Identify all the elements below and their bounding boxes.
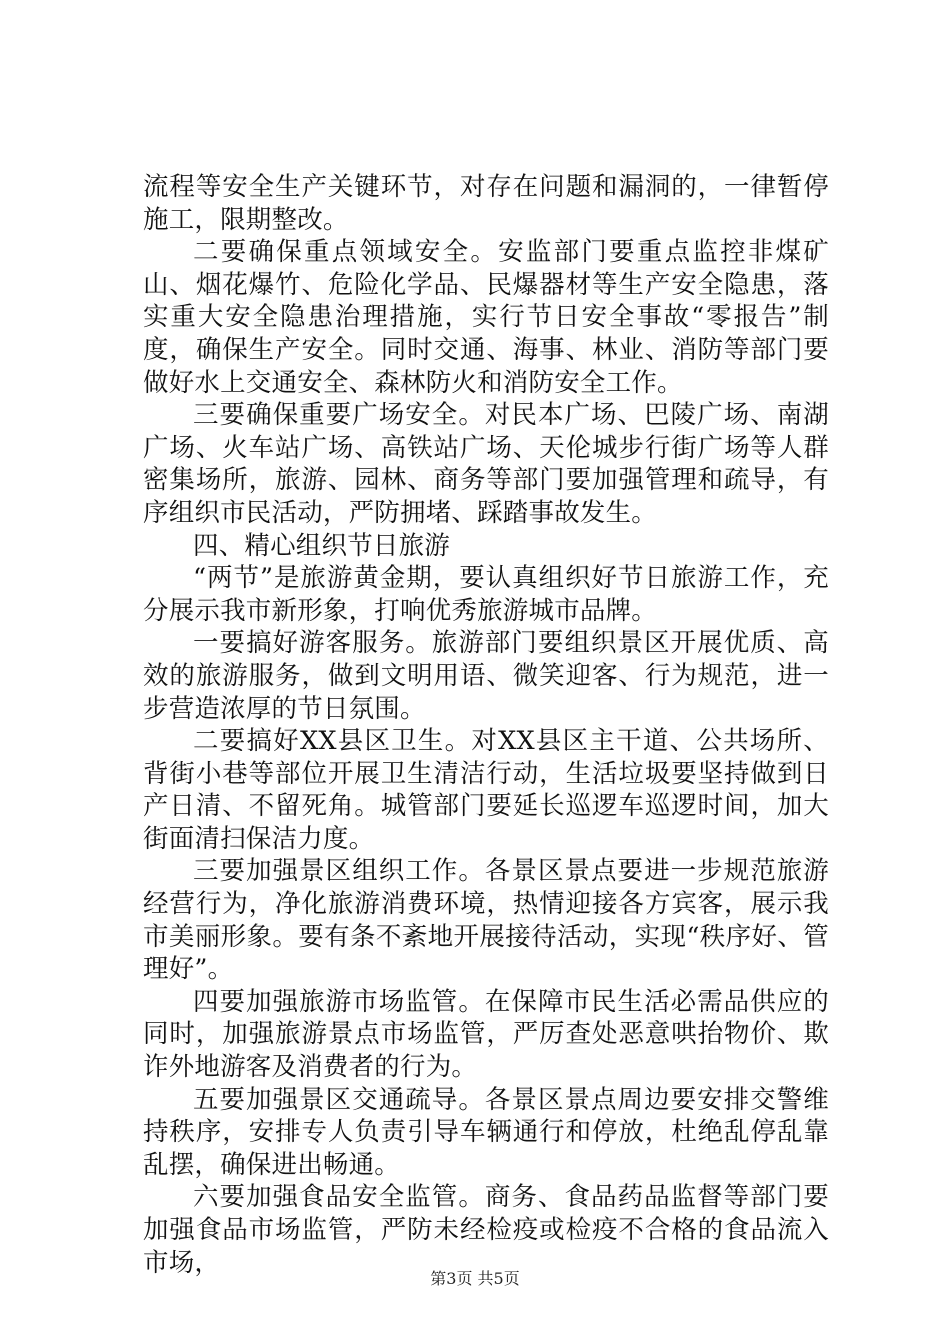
paragraph-10: 五要加强景区交通疏导。各景区景点周边要安排交警维持秩序，安排专人负责引导车辆通行和停放，杜绝乱停乱靠乱摆，确保进出畅通。	[143, 1084, 829, 1180]
document-body	[143, 171, 829, 1279]
paragraph-1: 流程等安全生产关键环节，对存在问题和漏洞的，一律暂停施工，限期整改。	[143, 172, 829, 235]
paragraph-6: 一要搞好游客服务。旅游部门要组织景区开展优质、高效的旅游服务，做到文明用语、微笑迎客、行为规范，进一步营造浓厚的节日氛围。	[143, 628, 829, 724]
paragraph-3: 三要确保重要广场安全。对民本广场、巴陵广场、南湖广场、火车站广场、高铁站广场、天伦城步行街广场等人群密集场所，旅游、园林、商务等部门要加强管理和疏导，有序组织市民活动，严防拥堵、踩踏事故发生。	[143, 400, 829, 528]
page-number-footer: 第3页 共5页	[430, 1269, 520, 1288]
paragraph-5: “两节”是旅游黄金期，要认真组织好节日旅游工作，充分展示我市新形象，打响优秀旅游城市品牌。	[143, 563, 829, 626]
section-heading: 四、精心组织节日旅游	[193, 530, 451, 561]
paragraph-2: 二要确保重点领域安全。安监部门要重点监控非煤矿山、烟花爆竹、危险化学品、民爆器材等生产安全隐患，落实重大安全隐患治理措施，实行节日安全事故“零报告”制度，确保生产安全。同时交通、海事、林业、消防等部门要做好水上交通安全、森林防火和消防安全工作。	[143, 237, 829, 398]
paragraph-9: 四要加强旅游市场监管。在保障市民生活必需品供应的同时，加强旅游景点市场监管，严厉查处恶意哄抬物价、欺诈外地游客及消费者的行为。	[143, 986, 829, 1083]
paragraph-7: 二要搞好XX县区卫生。对XX县区主干道、公共场所、背街小巷等部位开展卫生清洁行动，生活垃圾要坚持做到日产日清、不留死角。城管部门要延长巡逻车巡逻时间，加大街面清扫保洁力度。	[143, 726, 829, 854]
paragraph-8: 三要加强景区组织工作。各景区景点要进一步规范旅游经营行为，净化旅游消费环境，热情迎接各方宾客，展示我市美丽形象。要有条不紊地开展接待活动，实现“秩序好、管理好”。	[143, 856, 829, 985]
paragraph-11: 六要加强食品安全监管。商务、食品药品监督等部门要加强食品市场监管，严防未经检疫或检疫不合格的食品流入市场，	[143, 1182, 829, 1278]
